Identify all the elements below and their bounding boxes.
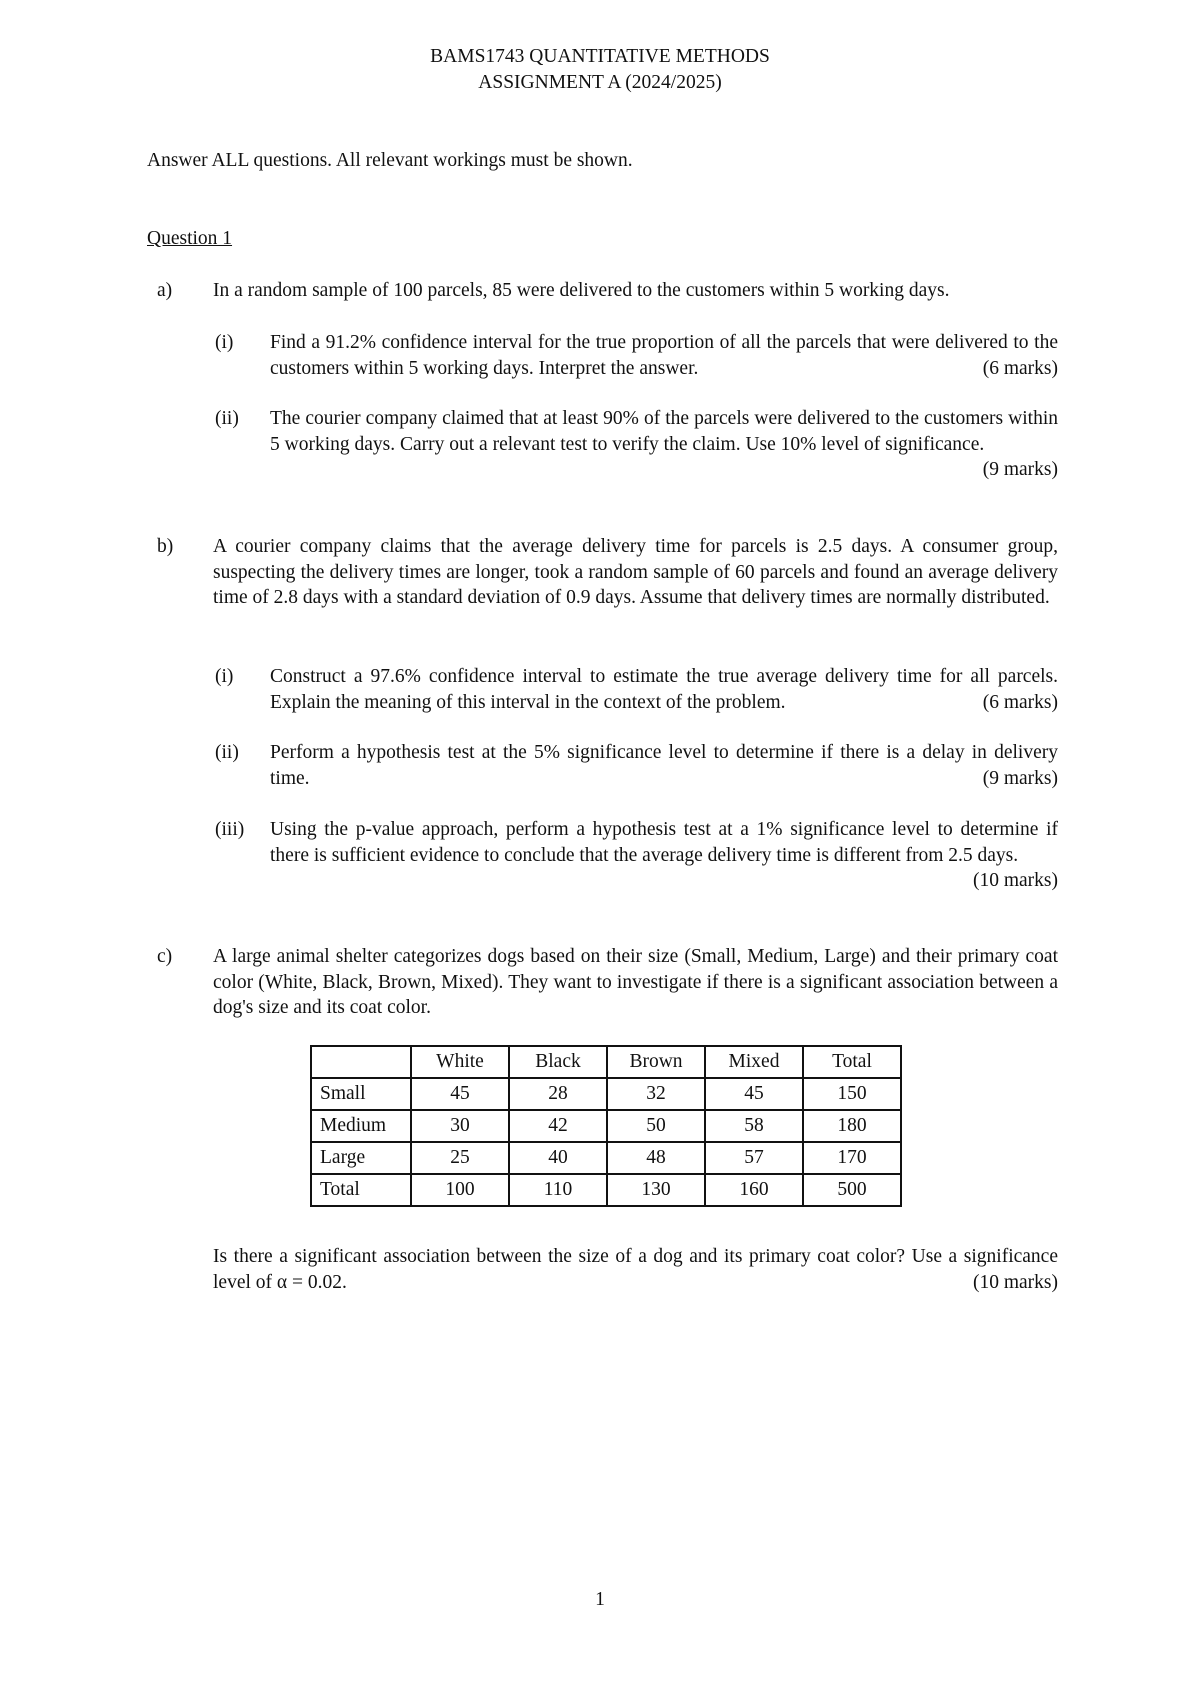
- table-header-row: [311, 1046, 901, 1078]
- table-header-cell: Brown: [607, 1046, 705, 1078]
- part-b-i-label: (i): [215, 666, 234, 687]
- part-c-text: A large animal shelter categorizes dogs based on their size (Small, Medium, Large) and their primary coat color (White, Black, Brown, Mixed). They want to investigate if there is a significant association between a dog's size and its coat color.: [213, 946, 1058, 1018]
- part-c-marks: (10 marks): [972, 1271, 1058, 1293]
- table-header-cell: Black: [509, 1046, 607, 1078]
- table-row-label: Total: [311, 1174, 411, 1206]
- part-b-iii-label: (iii): [215, 819, 245, 840]
- part-a-ii-body: The courier company claimed that at least 90% of the parcels were delivered to the customers within 5 working days. Carry out a relevant test to verify the claim. Use 10% level of significance.: [270, 408, 1058, 455]
- part-b-i-text: [270, 664, 1058, 715]
- table-cell: 45: [705, 1078, 803, 1110]
- part-b-iii-body: Using the p-value approach, perform a hypothesis test at a 1% significance level to determine if there is sufficient evidence to conclude that the average delivery time is different from 2.5 days.: [270, 819, 1058, 866]
- part-b-i-marks: (6 marks): [982, 691, 1058, 713]
- table-row-label: Large: [311, 1142, 411, 1174]
- part-b-ii-marks: (9 marks): [982, 767, 1058, 789]
- table-row: [311, 1142, 901, 1174]
- table-row-label: Small: [311, 1078, 411, 1110]
- table-cell: 50: [607, 1110, 705, 1142]
- table-cell: 130: [607, 1174, 705, 1206]
- table-corner-cell: [311, 1046, 411, 1078]
- assignment-title: ASSIGNMENT A (2024/2025): [478, 72, 722, 93]
- table-cell: 25: [411, 1142, 509, 1174]
- course-title: BAMS1743 QUANTITATIVE METHODS: [430, 46, 770, 67]
- part-a-i-marks: (6 marks): [982, 357, 1058, 379]
- table-cell: 45: [411, 1078, 509, 1110]
- table-cell: 48: [607, 1142, 705, 1174]
- part-a-i-body: Find a 91.2% confidence interval for the true proportion of all the parcels that were delivered to the customers within 5 working days. Interpret the answer.: [270, 332, 1058, 379]
- table-cell: 28: [509, 1078, 607, 1110]
- part-c-question: [213, 1244, 1058, 1295]
- table-cell: 180: [803, 1110, 901, 1142]
- table-cell: 32: [607, 1078, 705, 1110]
- page-number: 1: [595, 1589, 605, 1610]
- part-a-label: a): [157, 280, 173, 301]
- instructions: Answer ALL questions. All relevant workings must be shown.: [147, 150, 633, 171]
- part-b-label: b): [157, 536, 174, 557]
- table-total-row: [311, 1174, 901, 1206]
- table-cell: 500: [803, 1174, 901, 1206]
- part-b-ii-label: (ii): [215, 742, 239, 763]
- part-b-i-body: Construct a 97.6% confidence interval to estimate the true average delivery time for all parcels. Explain the meaning of this interval in the context of the problem.: [270, 666, 1058, 713]
- part-a-ii-text: [270, 406, 1058, 483]
- part-b-text: A courier company claims that the average delivery time for parcels is 2.5 days. A consumer group, suspecting the delivery times are longer, took a random sample of 60 parcels and found an average delivery time of 2.8 days with a standard deviation of 0.9 days. Assume that delivery times are normally distributed.: [213, 536, 1058, 608]
- part-b-iii-marks: (10 marks): [972, 870, 1058, 891]
- table-header-cell: Mixed: [705, 1046, 803, 1078]
- table-cell: 100: [411, 1174, 509, 1206]
- part-b-iii-text: [270, 817, 1058, 894]
- table-cell: 57: [705, 1142, 803, 1174]
- part-b-ii-body: Perform a hypothesis test at the 5% significance level to determine if there is a delay in delivery time.: [270, 742, 1058, 789]
- part-a-i-label: (i): [215, 332, 234, 353]
- part-a-i-text: [270, 330, 1058, 381]
- contingency-table: [310, 1045, 902, 1207]
- table-cell: 110: [509, 1174, 607, 1206]
- table-header-cell: Total: [803, 1046, 901, 1078]
- table-header-cell: White: [411, 1046, 509, 1078]
- table-cell: 30: [411, 1110, 509, 1142]
- table-cell: 40: [509, 1142, 607, 1174]
- table-row: [311, 1110, 901, 1142]
- table-cell: 58: [705, 1110, 803, 1142]
- part-a-ii-label: (ii): [215, 408, 239, 429]
- table-cell: 42: [509, 1110, 607, 1142]
- table-row-label: Medium: [311, 1110, 411, 1142]
- table-cell: 160: [705, 1174, 803, 1206]
- part-c-label: c): [157, 946, 173, 967]
- table-row: [311, 1078, 901, 1110]
- part-b-ii-text: [270, 740, 1058, 791]
- part-a-text: In a random sample of 100 parcels, 85 were delivered to the customers within 5 working days.: [213, 280, 950, 301]
- question-heading: Question 1: [147, 228, 233, 249]
- table-cell: 170: [803, 1142, 901, 1174]
- part-c-question-body: Is there a significant association between the size of a dog and its primary coat color? Use a significance level of α = 0.02.: [213, 1246, 1058, 1293]
- table-cell: 150: [803, 1078, 901, 1110]
- part-a-ii-marks: (9 marks): [982, 459, 1058, 480]
